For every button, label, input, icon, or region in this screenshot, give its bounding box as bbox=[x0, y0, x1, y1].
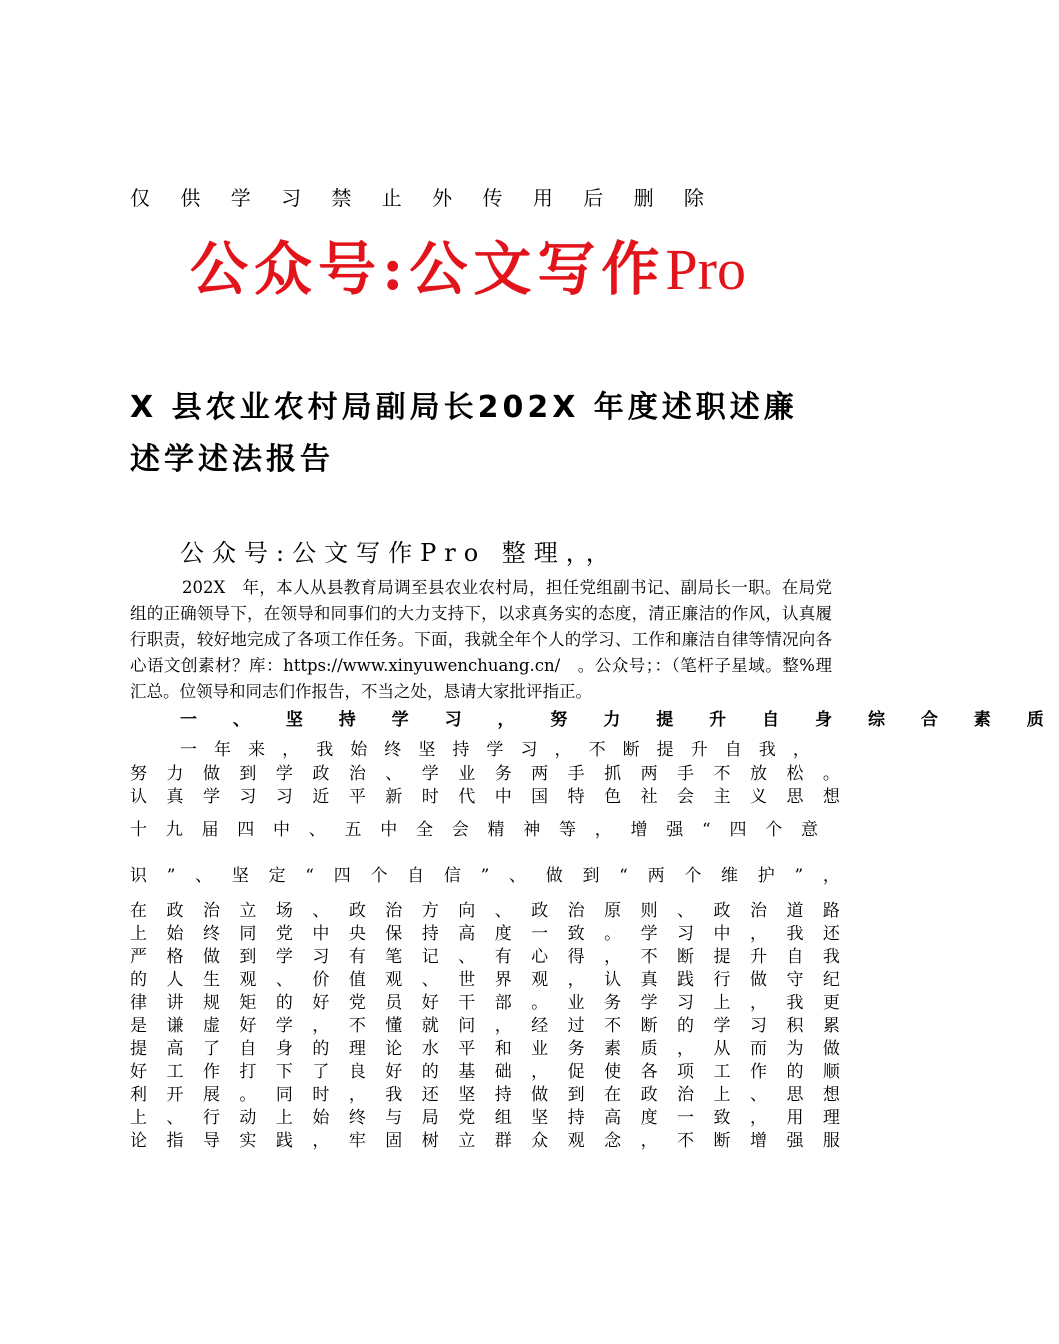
brand-latin: Pro bbox=[665, 237, 746, 302]
body-line: 提 高 了 自 身 的 理 论 水 平 和 业 务 素 质 ， 从 而 为 做 bbox=[130, 1039, 840, 1059]
body-line: 一 年 来 ， 我 始 终 坚 持 学 习 ， 不 断 提 升 自 我 ， bbox=[180, 740, 810, 760]
body-line: 是 谦 虚 好 学 ， 不 懂 就 问 ， 经 过 不 断 的 学 习 积 累 bbox=[130, 1016, 840, 1036]
source-subhead: 公众号:公文写作Pro 整理，， bbox=[180, 539, 618, 567]
brand-watermark bbox=[190, 222, 746, 306]
body-line: 论 指 导 实 践 ， 牢 固 树 立 群 众 观 念 ， 不 断 增 强 服 bbox=[130, 1131, 840, 1151]
body-line: 律 讲 规 矩 的 好 党 员 好 干 部 。 业 务 学 习 上 ， 我 更 bbox=[130, 993, 840, 1013]
body-line: 严 格 做 到 学 习 有 笔 记 、 有 心 得 ， 不 断 提 升 自 我 bbox=[130, 947, 840, 967]
body-line: 认 真 学 习 习 近 平 新 时 代 中 国 特 色 社 会 主 义 思 想 bbox=[130, 787, 840, 807]
body-line: 利 开 展 。 同 时 ， 我 还 坚 持 做 到 在 政 治 上 、 思 想 bbox=[130, 1085, 840, 1105]
body-line: 上 、 行 动 上 始 终 与 局 党 组 坚 持 高 度 一 致 ， 用 理 bbox=[130, 1108, 840, 1128]
body-line: 好 工 作 打 下 了 良 好 的 基 础 ， 促 使 各 项 工 作 的 顺 bbox=[130, 1062, 840, 1082]
body-line: 努 力 做 到 学 政 治 、 学 业 务 两 手 抓 两 手 不 放 松 。 bbox=[130, 764, 840, 784]
body-line: 十 九 届 四 中 、 五 中 全 会 精 神 等 ， 增 强 “ 四 个 意 bbox=[130, 820, 818, 840]
body-line: 的 人 生 观 、 价 值 观 、 世 界 观 ， 认 真 践 行 做 守 纪 bbox=[130, 970, 840, 990]
intro-text: 202X 年，本人从县教育局调至县农业农村局，担任党组副书记、副局长一职。在局党组的正确领导下，在领导和同事们的大力支持下，以求真务实的态度，清正廉洁的作风，认真履行职责，较好地完成了各项工作任务。下面，我就全年个人的学习、工作和廉洁自律等情况向各心语文创素材？库：https://www.xinyuwenchuang.cn/ 。公众号；：（笔杆子星域。整%理汇总。位领导和同志们作报告，不当之处，恳请大家批评指正。 bbox=[130, 578, 832, 701]
body-line: 识 ” 、 坚 定 “ 四 个 自 信 ” 、 做 到 “ 两 个 维 护 ” ， bbox=[130, 866, 840, 886]
body-line: 在 政 治 立 场 、 政 治 方 向 、 政 治 原 则 、 政 治 道 路 bbox=[130, 901, 840, 921]
body-line: 上 始 终 同 党 中 央 保 持 高 度 一 致 。 学 习 中 ， 我 还 bbox=[130, 924, 840, 944]
section-heading: 一 、 坚 持 学 习 ， 努 力 提 升 自 身 综 合 素 质 bbox=[180, 710, 1059, 730]
intro-paragraph bbox=[130, 575, 832, 705]
document-title: X 县农业农村局副局长202X 年度述职述廉述学述法报告 bbox=[130, 390, 798, 477]
brand-cjk: 公众号:公文写作 bbox=[190, 235, 666, 303]
usage-notice: 仅 供 学 习 禁 止 外 传 用 后 删 除 bbox=[130, 186, 716, 210]
